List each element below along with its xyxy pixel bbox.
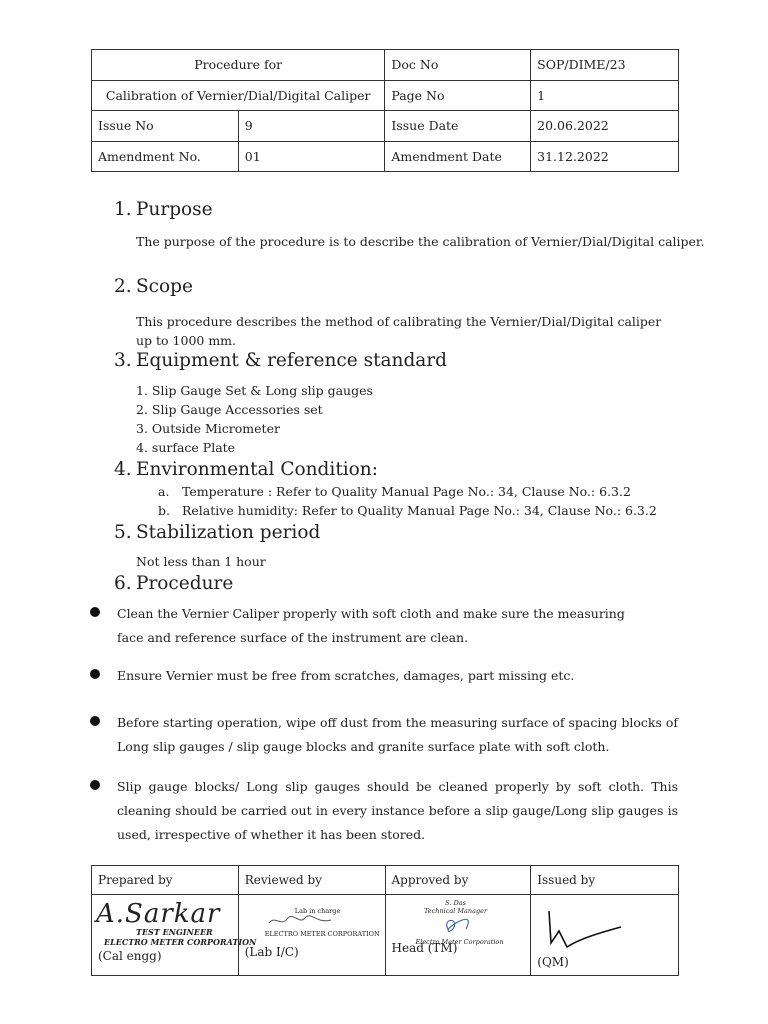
bullet-icon <box>90 607 100 617</box>
list-item <box>90 664 678 688</box>
issue-no-value: 9 <box>238 111 385 142</box>
list-item <box>90 775 678 847</box>
prepared-company: ELECTRO METER CORPORATION <box>104 937 257 947</box>
list-item: 3. Outside Micrometer <box>136 421 280 436</box>
list-item <box>158 503 657 518</box>
doc-no-label: Doc No <box>385 50 531 81</box>
approved-signature-stamp <box>415 899 504 946</box>
signature-table <box>91 865 679 976</box>
prepared-title: TEST ENGINEER <box>136 927 213 937</box>
bullet-text: Before starting operation, wipe off dust from the measuring surface of spacing blocks of Long slip gauges / slip gauge blocks and granite surface plate with soft cloth. <box>117 715 678 754</box>
section-number: 6. <box>114 573 132 594</box>
section-environment-heading <box>114 459 378 480</box>
bullet-text: Slip gauge blocks/ Long slip gauges should be cleaned properly by soft cloth. This cleaning should be carried out in every instance before a slip gauge/Long slip gauges is used, irrespective of whether it has been stored. <box>117 779 678 842</box>
section-stabilization-heading <box>114 522 320 543</box>
section-title: Purpose <box>136 199 213 220</box>
page-no-label: Page No <box>385 80 531 111</box>
list-item: 4. surface Plate <box>136 440 236 455</box>
item-text: Relative humidity: Refer to Quality Manual Page No.: 34, Clause No.: 6.3.2 <box>182 503 657 518</box>
section-purpose-heading <box>114 199 213 220</box>
amendment-date-value: 31.12.2022 <box>531 141 679 172</box>
list-item <box>90 711 678 759</box>
section-number: 1. <box>114 199 132 220</box>
prepared-signature-stamp <box>96 901 256 947</box>
item-text: Temperature : Refer to Quality Manual Page No.: 34, Clause No.: 6.3.2 <box>182 484 631 499</box>
reviewed-company: ELECTRO METER CORPORATION <box>264 930 380 938</box>
list-item: 1. Slip Gauge Set & Long slip gauges <box>136 383 373 398</box>
approved-signature-cell <box>385 895 531 976</box>
procedure-for-label: Procedure for <box>92 50 385 81</box>
section-title: Procedure <box>136 573 234 594</box>
equipment-list <box>136 381 373 457</box>
section-title: Stabilization period <box>136 522 321 543</box>
purpose-text: The purpose of the procedure is to describe the calibration of Vernier/Dial/Digital caliper. <box>136 234 705 249</box>
section-number: 2. <box>114 276 132 297</box>
reviewed-stamp-text: Lab in charge <box>294 907 341 915</box>
section-number: 3. <box>114 350 132 371</box>
issued-by-label: Issued by <box>531 866 679 895</box>
bullet-icon <box>90 780 100 790</box>
prepared-signature: A.Sarkar <box>96 899 221 929</box>
prepared-by-label: Prepared by <box>92 866 239 895</box>
issued-role: (QM) <box>537 955 569 969</box>
amendment-date-label: Amendment Date <box>385 141 531 172</box>
section-number: 5. <box>114 522 132 543</box>
document-header-table <box>91 49 679 172</box>
doc-no-value: SOP/DIME/23 <box>531 50 679 81</box>
page-no-value: 1 <box>531 80 679 111</box>
list-item <box>90 602 650 650</box>
section-title: Scope <box>136 276 193 297</box>
reviewed-by-label: Reviewed by <box>238 866 385 895</box>
stabilization-text: Not less than 1 hour <box>136 554 266 569</box>
list-item: 2. Slip Gauge Accessories set <box>136 402 323 417</box>
section-title: Equipment & reference standard <box>136 350 448 371</box>
section-title: Environmental Condition: <box>136 459 378 480</box>
approved-title: Technical Manager <box>423 907 488 915</box>
section-equipment-heading <box>114 350 447 371</box>
reviewed-signature-cell <box>238 895 385 976</box>
reviewed-signature-icon <box>265 915 335 927</box>
amendment-no-label: Amendment No. <box>92 141 239 172</box>
bullet-text: Clean the Vernier Caliper properly with soft cloth and make sure the measuring face and reference surface of the instrument are clean. <box>117 606 625 645</box>
approved-role: Head (TM) <box>391 941 458 955</box>
section-procedure-heading <box>114 573 233 594</box>
approved-name: S. Das <box>445 899 466 907</box>
issued-signature-cell <box>531 895 679 976</box>
item-letter: a. <box>158 484 170 499</box>
approved-signature-icon <box>436 915 476 935</box>
scope-text: This procedure describes the method of calibrating the Vernier/Dial/Digital caliper up to 1000 mm. <box>136 314 662 348</box>
bullet-icon <box>90 716 100 726</box>
approved-by-label: Approved by <box>385 866 531 895</box>
section-number: 4. <box>114 459 132 480</box>
amendment-no-value: 01 <box>238 141 385 172</box>
approved-company: Electro Meter Corporation <box>415 938 504 946</box>
issued-signature-icon <box>539 903 629 953</box>
section-scope-heading <box>114 276 193 297</box>
bullet-icon <box>90 669 100 679</box>
list-item <box>158 484 631 499</box>
issue-date-value: 20.06.2022 <box>531 111 679 142</box>
reviewed-role: (Lab I/C) <box>244 945 299 959</box>
procedure-title: Calibration of Vernier/Dial/Digital Caliper <box>92 80 385 111</box>
bullet-text: Ensure Vernier must be free from scratches, damages, part missing etc. <box>117 668 575 683</box>
reviewed-signature-stamp <box>265 907 380 938</box>
issue-no-label: Issue No <box>92 111 239 142</box>
prepared-signature-cell <box>92 895 257 976</box>
issue-date-label: Issue Date <box>385 111 531 142</box>
item-letter: b. <box>158 503 170 518</box>
prepared-role: (Cal engg) <box>98 949 162 963</box>
